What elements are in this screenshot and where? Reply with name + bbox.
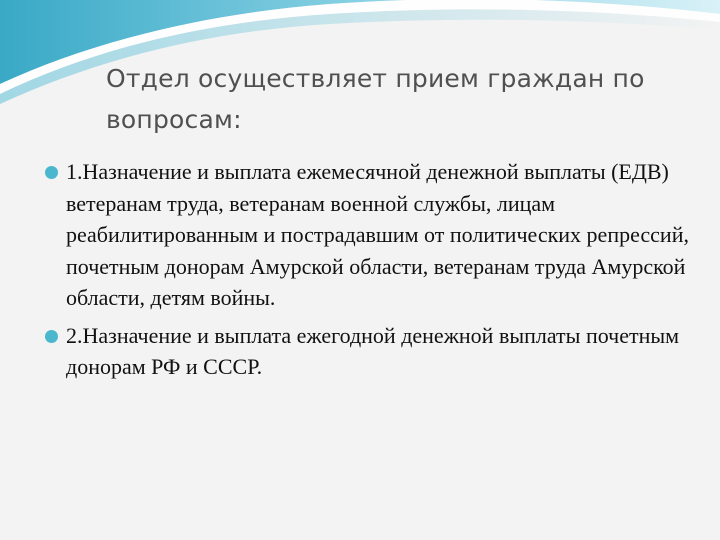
bullet-text: 2.Назначение и выплата ежегодной денежной выплаты почетным донорам РФ и СССР. bbox=[66, 322, 680, 379]
slide-title: Отдел осуществляет прием граждан по вопросам: bbox=[106, 64, 645, 134]
bullet-dot-icon bbox=[45, 330, 58, 343]
bullet-list bbox=[44, 156, 694, 389]
bullet-text: 1.Назначение и выплата ежемесячной денежной выплаты (ЕДВ) ветеранам труда, ветеранам военной службы, лицам реабилитированным и пострадавшим от политических репрессий, почетным донорам Амурской области, ветеранам труда Амурской области, детям войны. bbox=[66, 159, 689, 310]
bullet-item bbox=[44, 320, 694, 383]
bullet-item bbox=[44, 156, 694, 314]
bullet-dot-icon bbox=[45, 166, 58, 179]
